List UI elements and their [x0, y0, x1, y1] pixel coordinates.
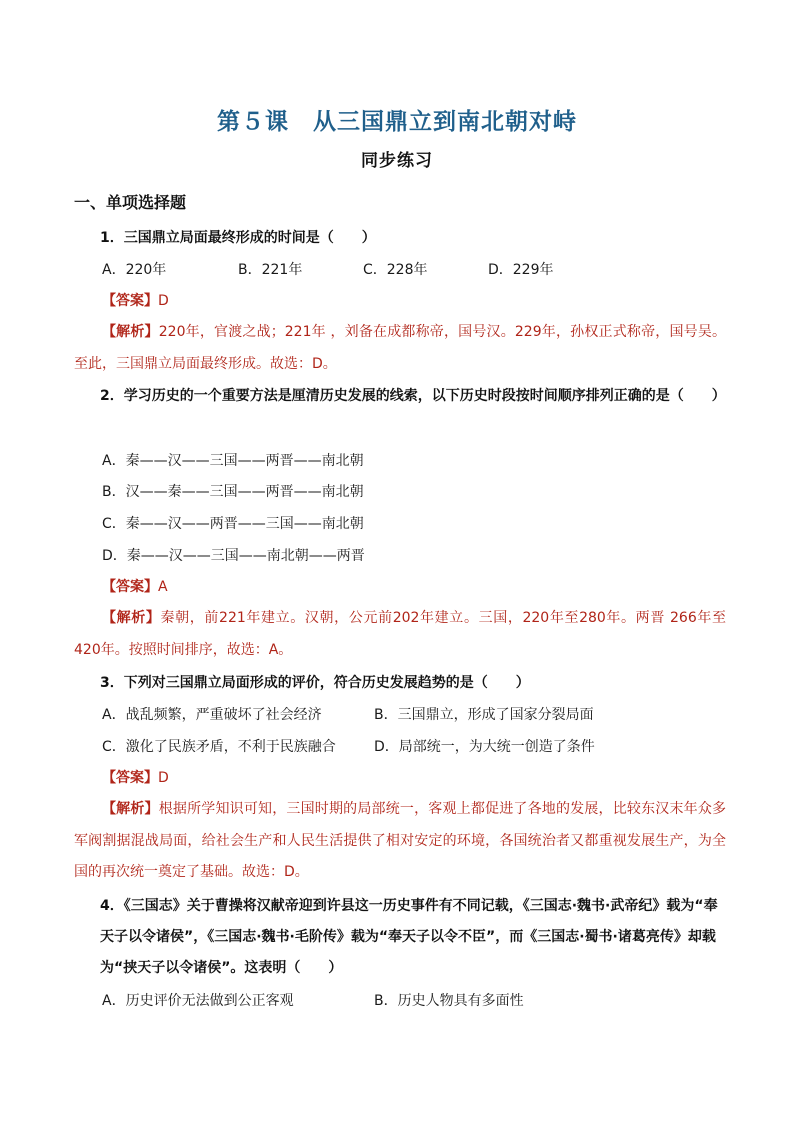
q2-option-c: C．秦——汉——两晋——三国——南北朝 — [102, 516, 364, 532]
answer-tag: 【答案】 — [102, 579, 158, 595]
q2-option-a: A．秦——汉——三国——两晋——南北朝 — [102, 453, 364, 469]
question-3-stem: 3．下列对三国鼎立局面形成的评价，符合历史发展趋势的是（ ） — [100, 675, 530, 691]
q1-analysis-text: 220年，官渡之战；221年 ，刘备在成都称帝，国号汉。229年，孙权正式称帝，国号吴。至此，三国鼎立局面最终形成。故选：D。 — [74, 324, 727, 372]
q3-option-a: A．战乱频繁，严重破坏了社会经济 — [102, 707, 322, 723]
answer-tag: 【答案】 — [102, 293, 158, 309]
q3-answer-value: D — [158, 770, 169, 786]
answer-tag: 【答案】 — [102, 770, 158, 786]
question-4-stem: 4．《三国志》关于曹操将汉献帝迎到许县这一历史事件有不同记载，《三国志·魏书·武帝纪》载为“奉天子以令诸侯”，《三国志·魏书·毛阶传》载为“奉天子以令不臣”，而《三国志·蜀书·诸葛亮传》却载为“挟天子以令诸侯”。这表明（ ） — [100, 898, 718, 976]
question-2-stem: 2．学习历史的一个重要方法是厘清历史发展的线索，以下历史时段按时间顺序排列正确的是（ ） — [100, 388, 726, 404]
q2-option-d: D．秦——汉——三国——南北朝——两晋 — [102, 548, 365, 564]
q3-option-c: C．激化了民族矛盾，不利于民族融合 — [102, 739, 336, 755]
q2-analysis-text: 秦朝，前221年建立。汉朝，公元前202年建立。三国，220年至280年。两晋 266年至 420年。按照时间排序，故选：A。 — [74, 610, 727, 658]
analysis-tag: 【解析】 — [102, 610, 161, 626]
q3-option-b: B．三国鼎立，形成了国家分裂局面 — [374, 707, 594, 723]
q1-option-b: B．221年 — [238, 262, 303, 278]
q2-answer — [102, 577, 168, 597]
lesson-subtitle: 同步练习 — [361, 151, 433, 171]
analysis-tag: 【解析】 — [102, 801, 159, 817]
q3-answer — [102, 768, 169, 788]
q1-option-a: A．220年 — [102, 262, 167, 278]
q2-option-b: B．汉——秦——三国——两晋——南北朝 — [102, 484, 364, 500]
question-1-stem: 1．三国鼎立局面最终形成的时间是（ ） — [100, 230, 376, 246]
q3-option-d: D．局部统一，为大统一创造了条件 — [374, 739, 595, 755]
q2-answer-value: A — [158, 579, 168, 595]
q1-option-d: D．229年 — [488, 262, 554, 278]
q3-analysis-text: 根据所学知识可知，三国时期的局部统一，客观上都促进了各地的发展，比较东汉末年众多军阀割据混战局面，给社会生产和人民生活提供了相对安定的环境，各国统治者又都重视发展生产，为全国的再次统一奠定了基础。故选：D。 — [74, 801, 727, 880]
q1-analysis — [74, 317, 726, 380]
q2-analysis — [74, 603, 726, 666]
analysis-tag: 【解析】 — [102, 324, 159, 340]
section-heading: 一、单项选择题 — [74, 193, 187, 212]
q4-option-b: B．历史人物具有多面性 — [374, 993, 524, 1009]
q1-answer-value: D — [158, 293, 169, 309]
lesson-title: 第５课 从三国鼎立到南北朝对峙 — [217, 109, 577, 135]
q1-answer — [102, 291, 169, 311]
q4-option-a: A．历史评价无法做到公正客观 — [102, 993, 294, 1009]
q1-option-c: C．228年 — [363, 262, 428, 278]
q3-analysis — [74, 794, 726, 889]
